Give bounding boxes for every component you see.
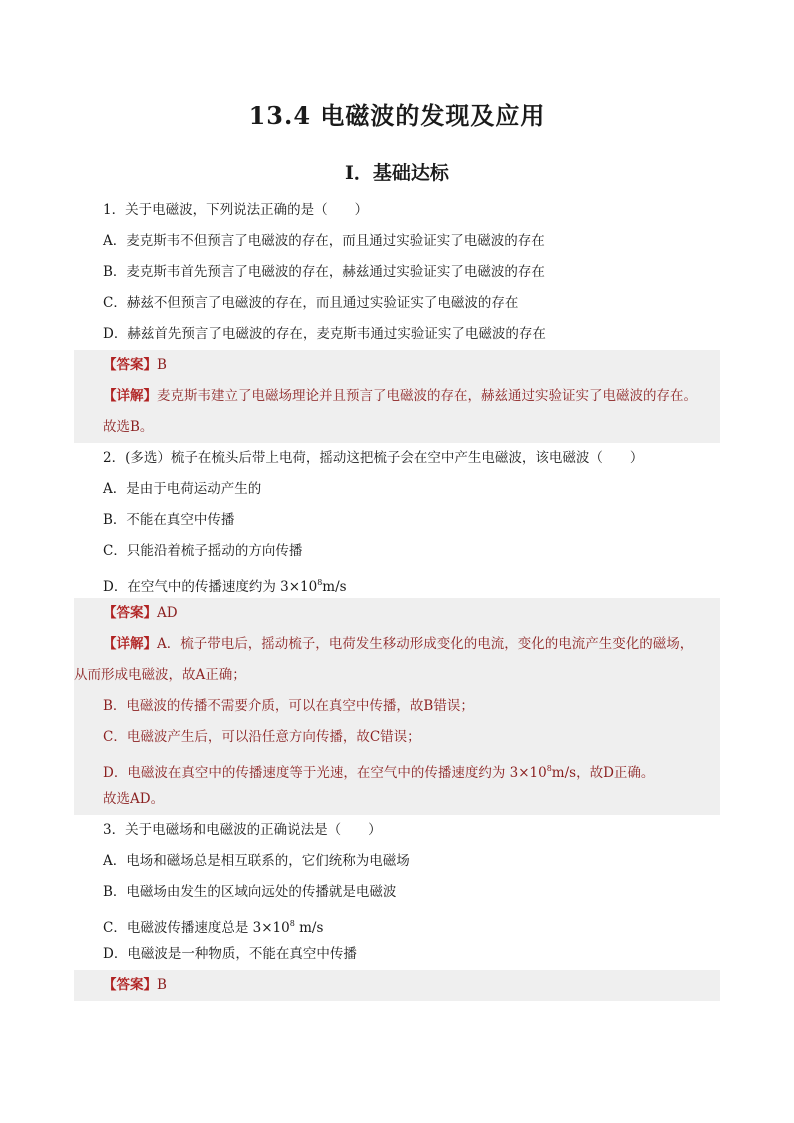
question-3-answer <box>74 970 720 1001</box>
question-2-conclusion: 故选AD。 <box>103 791 165 807</box>
question-2-detail-d <box>74 753 720 784</box>
question-2-option-c: C．只能沿着梳子摇动的方向传播 <box>103 543 303 559</box>
question-2-answer <box>74 598 720 629</box>
document-body <box>74 195 720 1001</box>
detail-d-text: D．电磁波在真空中的传播速度等于光速，在空气中的传播速度约为 3×10 <box>103 765 547 781</box>
question-2-detail-c: C．电磁波产生后，可以沿任意方向传播，故C错误； <box>103 729 421 745</box>
section-heading: Ⅰ．基础达标 <box>345 162 449 184</box>
option-c-text: C．电磁波传播速度总是 3×10 <box>103 920 290 936</box>
exponent: 8 <box>546 764 552 773</box>
detail-d-tail: m/s，故D正确。 <box>551 765 655 781</box>
question-2-option-b: B．不能在真空中传播 <box>103 512 235 528</box>
question-1-option-a: A．麦克斯韦不但预言了电磁波的存在，而且通过实验证实了电磁波的存在 <box>103 233 545 249</box>
detail-tag: 【详解】 <box>103 388 157 404</box>
question-2-stem: 2．(多选）梳子在梳头后带上电荷，摇动这把梳子会在空中产生电磁波，该电磁波（ ） <box>103 450 644 466</box>
answer-tag: 【答案】 <box>103 605 157 621</box>
question-3-option-d: D．电磁波是一种物质，不能在真空中传播 <box>103 946 357 962</box>
question-3-option-a: A．电场和磁场总是相互联系的，它们统称为电磁场 <box>103 853 410 869</box>
question-2-detail-b: B．电磁波的传播不需要介质，可以在真空中传播，故B错误； <box>103 698 474 714</box>
question-1-option-b: B．麦克斯韦首先预言了电磁波的存在，赫兹通过实验证实了电磁波的存在 <box>103 264 545 280</box>
unit: m/s <box>294 920 324 936</box>
question-3-answer-block <box>74 970 720 1001</box>
question-3-option-c <box>74 908 720 939</box>
question-1-detail <box>74 381 720 412</box>
question-1-answer-block <box>74 350 720 443</box>
question-2-detail-line-2: 从而形成电磁波，故A正确； <box>74 667 246 683</box>
answer-value: B <box>157 977 167 993</box>
question-2-option-a: A．是由于电荷运动产生的 <box>103 481 262 497</box>
question-1-conclusion: 故选B。 <box>103 419 154 435</box>
page-title: 13.4 电磁波的发现及应用 <box>248 101 546 130</box>
exponent: 8 <box>317 578 323 587</box>
detail-text: A．梳子带电后，摇动梳子，电荷发生移动形成变化的电流，变化的电流产生变化的磁场， <box>157 636 694 652</box>
question-3-stem: 3．关于电磁场和电磁波的正确说法是（ ） <box>103 822 382 838</box>
question-2-detail-line-1 <box>74 629 720 660</box>
answer-value: B <box>157 357 167 373</box>
answer-tag: 【答案】 <box>103 357 157 373</box>
answer-value: AD <box>157 605 178 621</box>
question-2-option-d <box>74 567 720 598</box>
option-d-text: D．在空气中的传播速度约为 3×10 <box>103 579 318 595</box>
question-1-answer <box>74 350 720 381</box>
unit: m/s <box>322 579 347 595</box>
detail-text: 麦克斯韦建立了电磁场理论并且预言了电磁波的存在，赫兹通过实验证实了电磁波的存在。 <box>157 388 697 404</box>
exponent: 8 <box>289 919 295 928</box>
question-1-option-d: D．赫兹首先预言了电磁波的存在，麦克斯韦通过实验证实了电磁波的存在 <box>103 326 546 342</box>
answer-tag: 【答案】 <box>103 977 157 993</box>
question-3-option-b: B．电磁场由发生的区域向远处的传播就是电磁波 <box>103 884 397 900</box>
question-1-option-c: C．赫兹不但预言了电磁波的存在，而且通过实验证实了电磁波的存在 <box>103 295 519 311</box>
question-1-stem: 1．关于电磁波，下列说法正确的是（ ） <box>103 202 369 218</box>
question-2-answer-block <box>74 598 720 815</box>
detail-tag: 【详解】 <box>103 636 157 652</box>
